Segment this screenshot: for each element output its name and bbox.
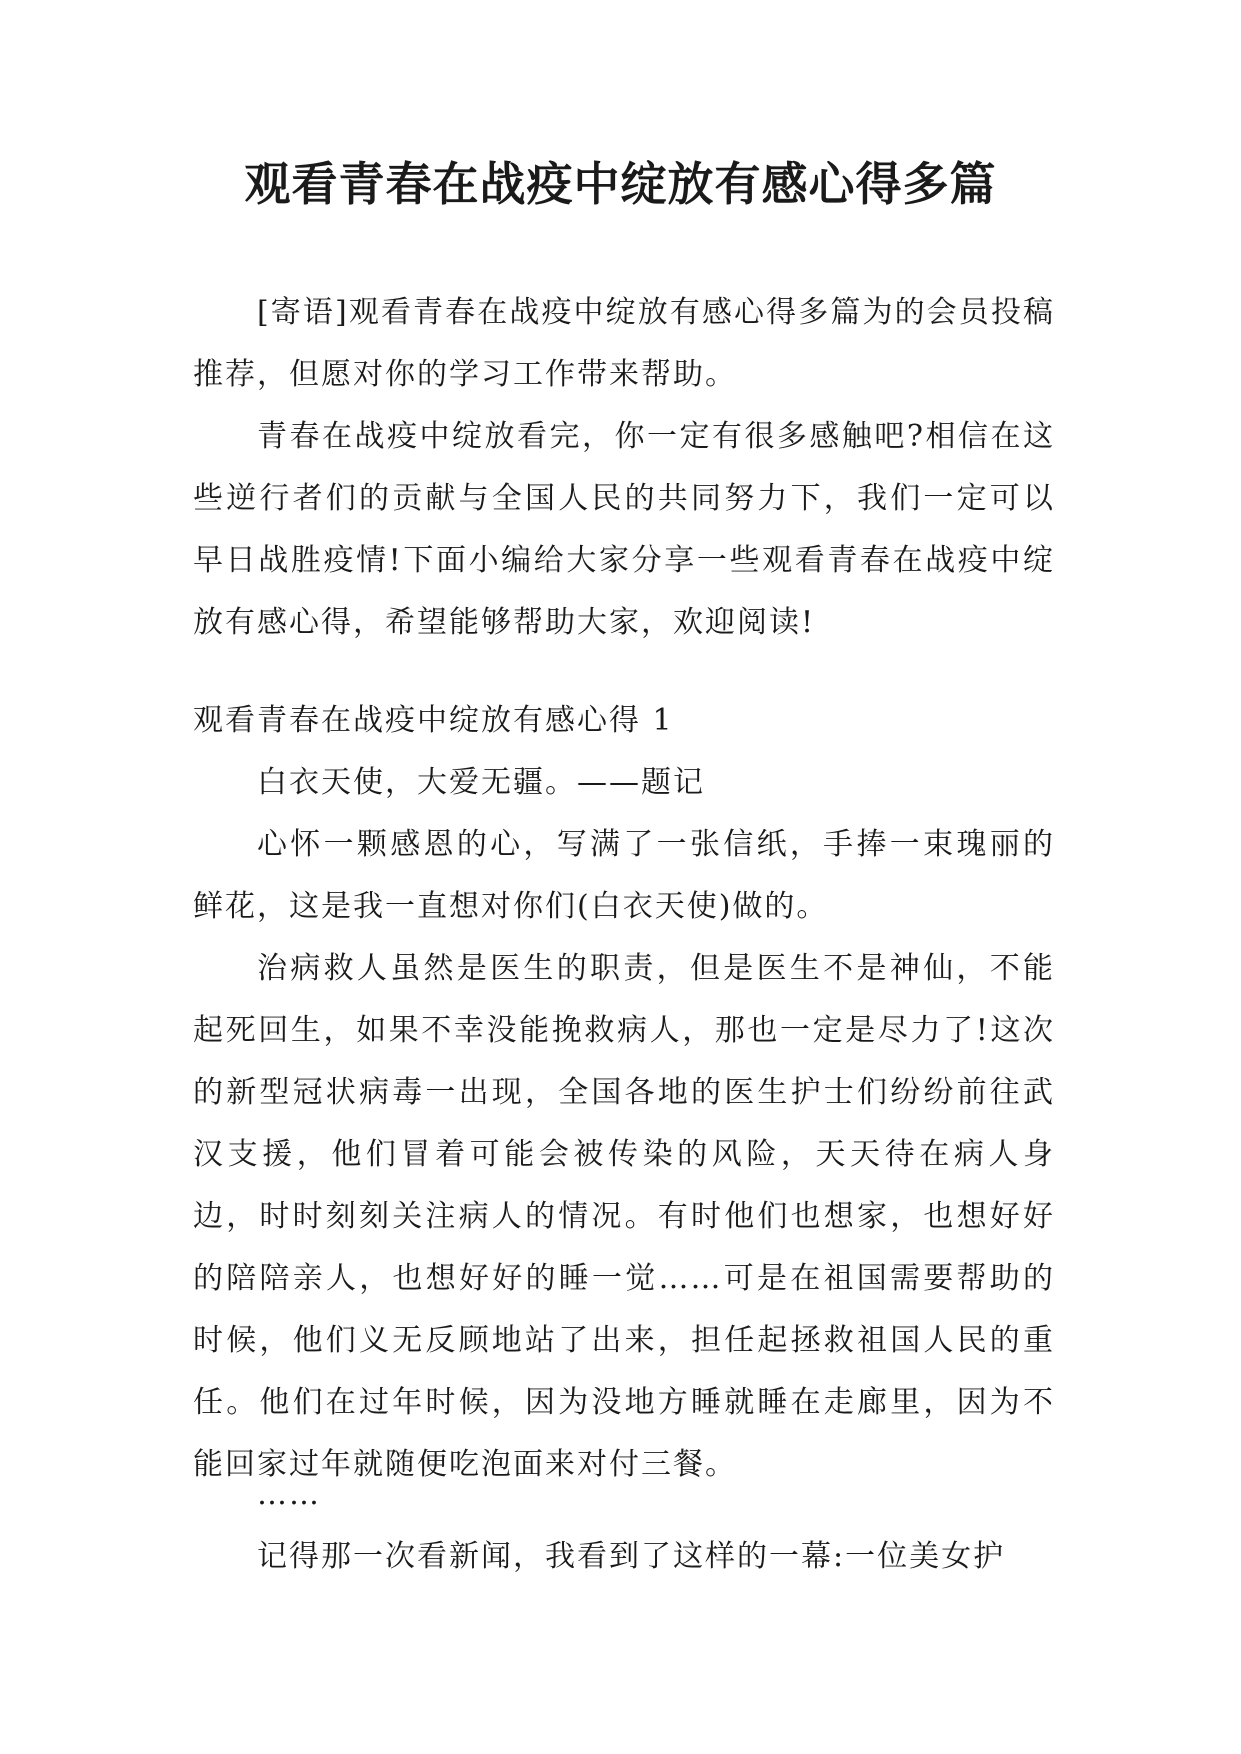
intro-paragraph-preface: 青春在战疫中绽放看完，你一定有很多感触吧?相信在这些逆行者们的贡献与全国人民的共同努力下，我们一定可以早日战胜疫情!下面小编给大家分享一些观看青春在战疫中绽放有感心得，希望能够帮助大家，欢迎阅读! (193, 419, 1055, 640)
body-paragraph: 记得那一次看新闻，我看到了这样的一幕:一位美女护 (257, 1539, 1006, 1574)
document-title: 观看青春在战疫中绽放有感心得多篇 (244, 157, 997, 211)
body-paragraph: 心怀一颗感恩的心，写满了一张信纸，手捧一束瑰丽的鲜花，这是我一直想对你们(白衣天使)做的。 (193, 827, 1055, 924)
epigraph-paragraph: 白衣天使，大爱无疆。——题记 (257, 765, 705, 800)
ellipsis-line: …… (257, 1477, 321, 1512)
intro-paragraph-foreword: [寄语]观看青春在战疫中绽放有感心得多篇为的会员投稿推荐，但愿对你的学习工作带来帮助。 (193, 295, 1055, 392)
body-paragraph: 治病救人虽然是医生的职责，但是医生不是神仙，不能起死回生，如果不幸没能挽救病人，那也一定是尽力了!这次的新型冠状病毒一出现，全国各地的医生护士们纷纷前往武汉支援，他们冒着可能会被传染的风险，天天待在病人身边，时时刻刻关注病人的情况。有时他们也想家，也想好好的陪陪亲人，也想好好的睡一觉……可是在祖国需要帮助的时候，他们义无反顾地站了出来，担任起拯救祖国人民的重任。他们在过年时候，因为没地方睡就睡在走廊里，因为不能回家过年就随便吃泡面来对付三餐。 (193, 951, 1055, 1482)
section-heading: 观看青春在战疫中绽放有感心得 1 (193, 703, 674, 738)
